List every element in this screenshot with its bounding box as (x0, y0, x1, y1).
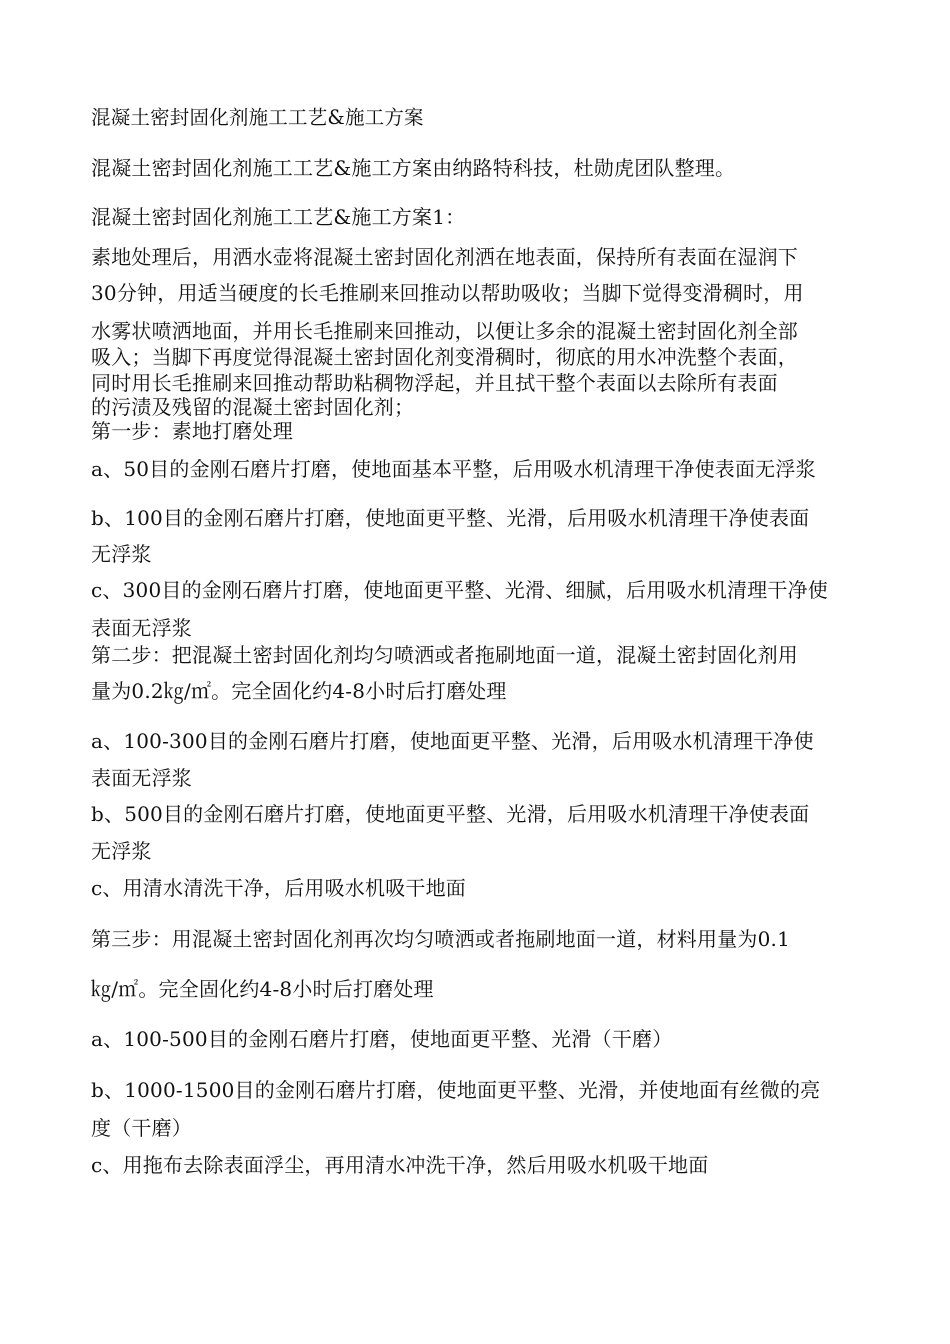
step3-item-c: c、用拖布去除表面浮尘，再用清水冲洗干净，然后用吸水机吸干地面 (91, 1153, 709, 1177)
step3-heading-line2: ㎏/㎡。完全固化约4-8小时后打磨处理 (91, 977, 434, 1001)
step1-item-c-line2: 表面无浮浆 (91, 616, 192, 640)
step3-item-b-line2: 度（干磨） (91, 1116, 192, 1140)
prep-line-2: 30分钟，用适当硬度的长毛推刷来回推动以帮助吸收；当脚下觉得变滑稠时，用 (91, 281, 804, 305)
step3-heading-line1: 第三步：用混凝土密封固化剂再次均匀喷洒或者拖刷地面一道，材料用量为0.1 (91, 927, 791, 951)
document-title: 混凝土密封固化剂施工工艺&施工方案 (91, 106, 424, 129)
step2-item-b-line1: b、500目的金刚石磨片打磨，使地面更平整、光滑，后用吸水机清理干净使表面 (91, 802, 810, 826)
plan-heading: 混凝土密封固化剂施工工艺&施工方案1： (91, 205, 466, 229)
prep-line-3: 水雾状喷洒地面，并用长毛推刷来回推动，以便让多余的混凝土密封固化剂全部 (91, 319, 798, 343)
step2-item-b-line2: 无浮浆 (91, 839, 152, 863)
step3-item-b-line1: b、1000-1500目的金刚石磨片打磨，使地面更平整、光滑，并使地面有丝微的亮 (91, 1078, 821, 1102)
step2-heading-line2: 量为0.2㎏/㎡。完全固化约4-8小时后打磨处理 (91, 679, 507, 703)
step1-item-b-line2: 无浮浆 (91, 542, 152, 566)
step2-item-a-line1: a、100-300目的金刚石磨片打磨，使地面更平整、光滑，后用吸水机清理干净使 (91, 729, 814, 753)
step2-heading-line1: 第二步：把混凝土密封固化剂均匀喷洒或者拖刷地面一道，混凝土密封固化剂用 (91, 643, 798, 667)
step1-item-c-line1: c、300目的金刚石磨片打磨，使地面更平整、光滑、细腻，后用吸水机清理干净使 (91, 578, 828, 602)
intro-paragraph: 混凝土密封固化剂施工工艺&施工方案由纳路特科技，杜勋虎团队整理。 (91, 156, 736, 180)
step1-item-b-line1: b、100目的金刚石磨片打磨，使地面更平整、光滑，后用吸水机清理干净使表面 (91, 506, 810, 530)
prep-line-1: 素地处理后，用洒水壶将混凝土密封固化剂洒在地表面，保持所有表面在湿润下 (91, 245, 798, 269)
step1-heading: 第一步：素地打磨处理 (91, 419, 293, 443)
step1-item-a: a、50目的金刚石磨片打磨，使地面基本平整，后用吸水机清理干净使表面无浮浆 (91, 457, 816, 481)
step3-item-a: a、100-500目的金刚石磨片打磨，使地面更平整、光滑（干磨） (91, 1027, 673, 1051)
prep-line-4: 吸入；当脚下再度觉得混凝土密封固化剂变滑稠时，彻底的用水冲洗整个表面， (91, 345, 798, 369)
prep-line-6: 的污渍及残留的混凝土密封固化剂； (91, 395, 415, 419)
prep-line-5: 同时用长毛推刷来回推动帮助粘稠物浮起，并且拭干整个表面以去除所有表面 (91, 371, 778, 395)
step2-item-a-line2: 表面无浮浆 (91, 766, 192, 790)
step2-item-c: c、用清水清洗干净，后用吸水机吸干地面 (91, 876, 467, 900)
